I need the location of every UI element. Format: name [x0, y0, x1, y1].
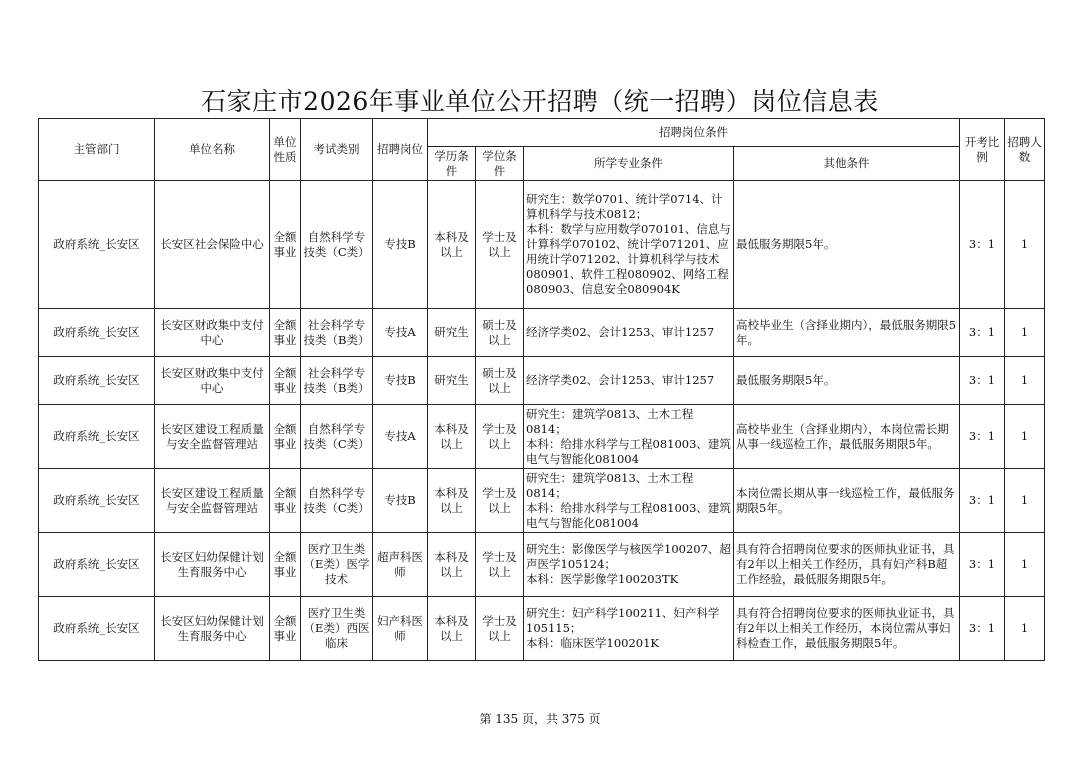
cell-unit: 长安区妇幼保健计划生育服务中心: [155, 533, 270, 597]
cell-dept: 政府系统_长安区: [39, 357, 155, 405]
cell-count: 1: [1005, 597, 1045, 661]
cell-other: 高校毕业生（含择业期内），本岗位需长期从事一线巡检工作，最低服务期限5年。: [734, 405, 960, 469]
cell-unit: 长安区建设工程质量与安全监督管理站: [155, 405, 270, 469]
cell-major: 经济学类02、会计1253、审计1257: [524, 309, 734, 357]
cell-count: 1: [1005, 357, 1045, 405]
cell-degree: 硕士及以上: [476, 357, 524, 405]
cell-major: 研究生：建筑学0813、土木工程0814； 本科：给排水科学与工程081003、建筑电气与智能化081004: [524, 469, 734, 533]
cell-count: 1: [1005, 181, 1045, 309]
cell-count: 1: [1005, 309, 1045, 357]
cell-ratio: 3：1: [960, 309, 1005, 357]
cell-dept: 政府系统_长安区: [39, 469, 155, 533]
cell-dept: 政府系统_长安区: [39, 309, 155, 357]
cell-unit: 长安区财政集中支付中心: [155, 309, 270, 357]
table-row: [39, 597, 1045, 661]
table-row: [39, 181, 1045, 309]
cell-post: 专技A: [373, 405, 428, 469]
cell-degree: 学士及以上: [476, 597, 524, 661]
cell-edu: 本科及以上: [428, 405, 476, 469]
cell-dept: 政府系统_长安区: [39, 405, 155, 469]
cell-edu: 本科及以上: [428, 469, 476, 533]
table-row: [39, 533, 1045, 597]
cell-nature: 全额事业: [270, 181, 301, 309]
cell-major: 研究生：数学0701、统计学0714、计算机科学与技术0812； 本科：数学与应用数学070101、信息与计算科学070102、统计学071201、应用统计学071202、计算机科学与技术080901、软件工程080902、网络工程080903、信息安全080904K: [524, 181, 734, 309]
cell-nature: 全额事业: [270, 469, 301, 533]
cell-dept: 政府系统_长安区: [39, 597, 155, 661]
cell-exam: 社会科学专技类（B类）: [301, 357, 373, 405]
cell-count: 1: [1005, 405, 1045, 469]
cell-exam: 社会科学专技类（B类）: [301, 309, 373, 357]
cell-edu: 本科及以上: [428, 181, 476, 309]
header-degree: 学位条件: [476, 147, 524, 181]
cell-other: 最低服务期限5年。: [734, 357, 960, 405]
page-footer: 第 135 页，共 375 页: [479, 712, 601, 726]
cell-ratio: 3：1: [960, 533, 1005, 597]
cell-major: 研究生：影像医学与核医学100207、超声医学105124； 本科：医学影像学100203TK: [524, 533, 734, 597]
cell-other: 高校毕业生（含择业期内），最低服务期限5年。: [734, 309, 960, 357]
cell-major: 研究生：建筑学0813、土木工程0814； 本科：给排水科学与工程081003、建筑电气与智能化081004: [524, 405, 734, 469]
cell-post: 专技B: [373, 181, 428, 309]
cell-ratio: 3：1: [960, 469, 1005, 533]
cell-unit: 长安区建设工程质量与安全监督管理站: [155, 469, 270, 533]
header-ratio: 开考比例: [960, 119, 1005, 181]
header-post: 招聘岗位: [373, 119, 428, 181]
cell-edu: 研究生: [428, 357, 476, 405]
cell-edu: 本科及以上: [428, 597, 476, 661]
header-edu: 学历条件: [428, 147, 476, 181]
cell-ratio: 3：1: [960, 181, 1005, 309]
cell-edu: 本科及以上: [428, 533, 476, 597]
job-info-table: [38, 118, 1045, 661]
cell-other: 具有符合招聘岗位要求的医师执业证书，具有2年以上相关工作经历，本岗位需从事妇科检查工作，最低服务期限5年。: [734, 597, 960, 661]
cell-dept: 政府系统_长安区: [39, 533, 155, 597]
cell-major: 研究生：妇产科学100211、妇产科学105115； 本科：临床医学100201K: [524, 597, 734, 661]
cell-degree: 学士及以上: [476, 533, 524, 597]
cell-ratio: 3：1: [960, 405, 1005, 469]
page-title: 石家庄市2026年事业单位公开招聘（统一招聘）岗位信息表: [201, 87, 879, 116]
cell-exam: 自然科学专技类（C类）: [301, 181, 373, 309]
cell-dept: 政府系统_长安区: [39, 181, 155, 309]
cell-degree: 学士及以上: [476, 181, 524, 309]
cell-unit: 长安区妇幼保健计划生育服务中心: [155, 597, 270, 661]
cell-nature: 全额事业: [270, 405, 301, 469]
header-count: 招聘人数: [1005, 119, 1045, 181]
cell-exam: 自然科学专技类（C类）: [301, 469, 373, 533]
cell-ratio: 3：1: [960, 357, 1005, 405]
cell-post: 专技B: [373, 357, 428, 405]
cell-exam: 医疗卫生类（E类）西医临床: [301, 597, 373, 661]
cell-post: 妇产科医师: [373, 597, 428, 661]
cell-major: 经济学类02、会计1253、审计1257: [524, 357, 734, 405]
cell-post: 专技A: [373, 309, 428, 357]
header-major: 所学专业条件: [524, 147, 734, 181]
cell-exam: 自然科学专技类（C类）: [301, 405, 373, 469]
cell-nature: 全额事业: [270, 597, 301, 661]
table-row: [39, 357, 1045, 405]
cell-post: 专技B: [373, 469, 428, 533]
cell-nature: 全额事业: [270, 357, 301, 405]
cell-degree: 硕士及以上: [476, 309, 524, 357]
header-dept: 主管部门: [39, 119, 155, 181]
cell-other: 具有符合招聘岗位要求的医师执业证书，具有2年以上相关工作经历，具有妇产科B超工作经验，最低服务期限5年。: [734, 533, 960, 597]
cell-nature: 全额事业: [270, 309, 301, 357]
cell-post: 超声科医师: [373, 533, 428, 597]
header-other: 其他条件: [734, 147, 960, 181]
cell-unit: 长安区社会保险中心: [155, 181, 270, 309]
cell-degree: 学士及以上: [476, 405, 524, 469]
table-row: [39, 469, 1045, 533]
header-exam: 考试类别: [301, 119, 373, 181]
cell-other: 最低服务期限5年。: [734, 181, 960, 309]
header-nature: 单位性质: [270, 119, 301, 181]
cell-count: 1: [1005, 533, 1045, 597]
cell-nature: 全额事业: [270, 533, 301, 597]
cell-count: 1: [1005, 469, 1045, 533]
cell-other: 本岗位需长期从事一线巡检工作，最低服务期限5年。: [734, 469, 960, 533]
table-row: [39, 405, 1045, 469]
cell-unit: 长安区财政集中支付中心: [155, 357, 270, 405]
cell-degree: 学士及以上: [476, 469, 524, 533]
cell-edu: 研究生: [428, 309, 476, 357]
header-unit: 单位名称: [155, 119, 270, 181]
cell-exam: 医疗卫生类（E类）医学技术: [301, 533, 373, 597]
header-conditions: 招聘岗位条件: [428, 119, 960, 147]
table-row: [39, 309, 1045, 357]
cell-ratio: 3：1: [960, 597, 1005, 661]
